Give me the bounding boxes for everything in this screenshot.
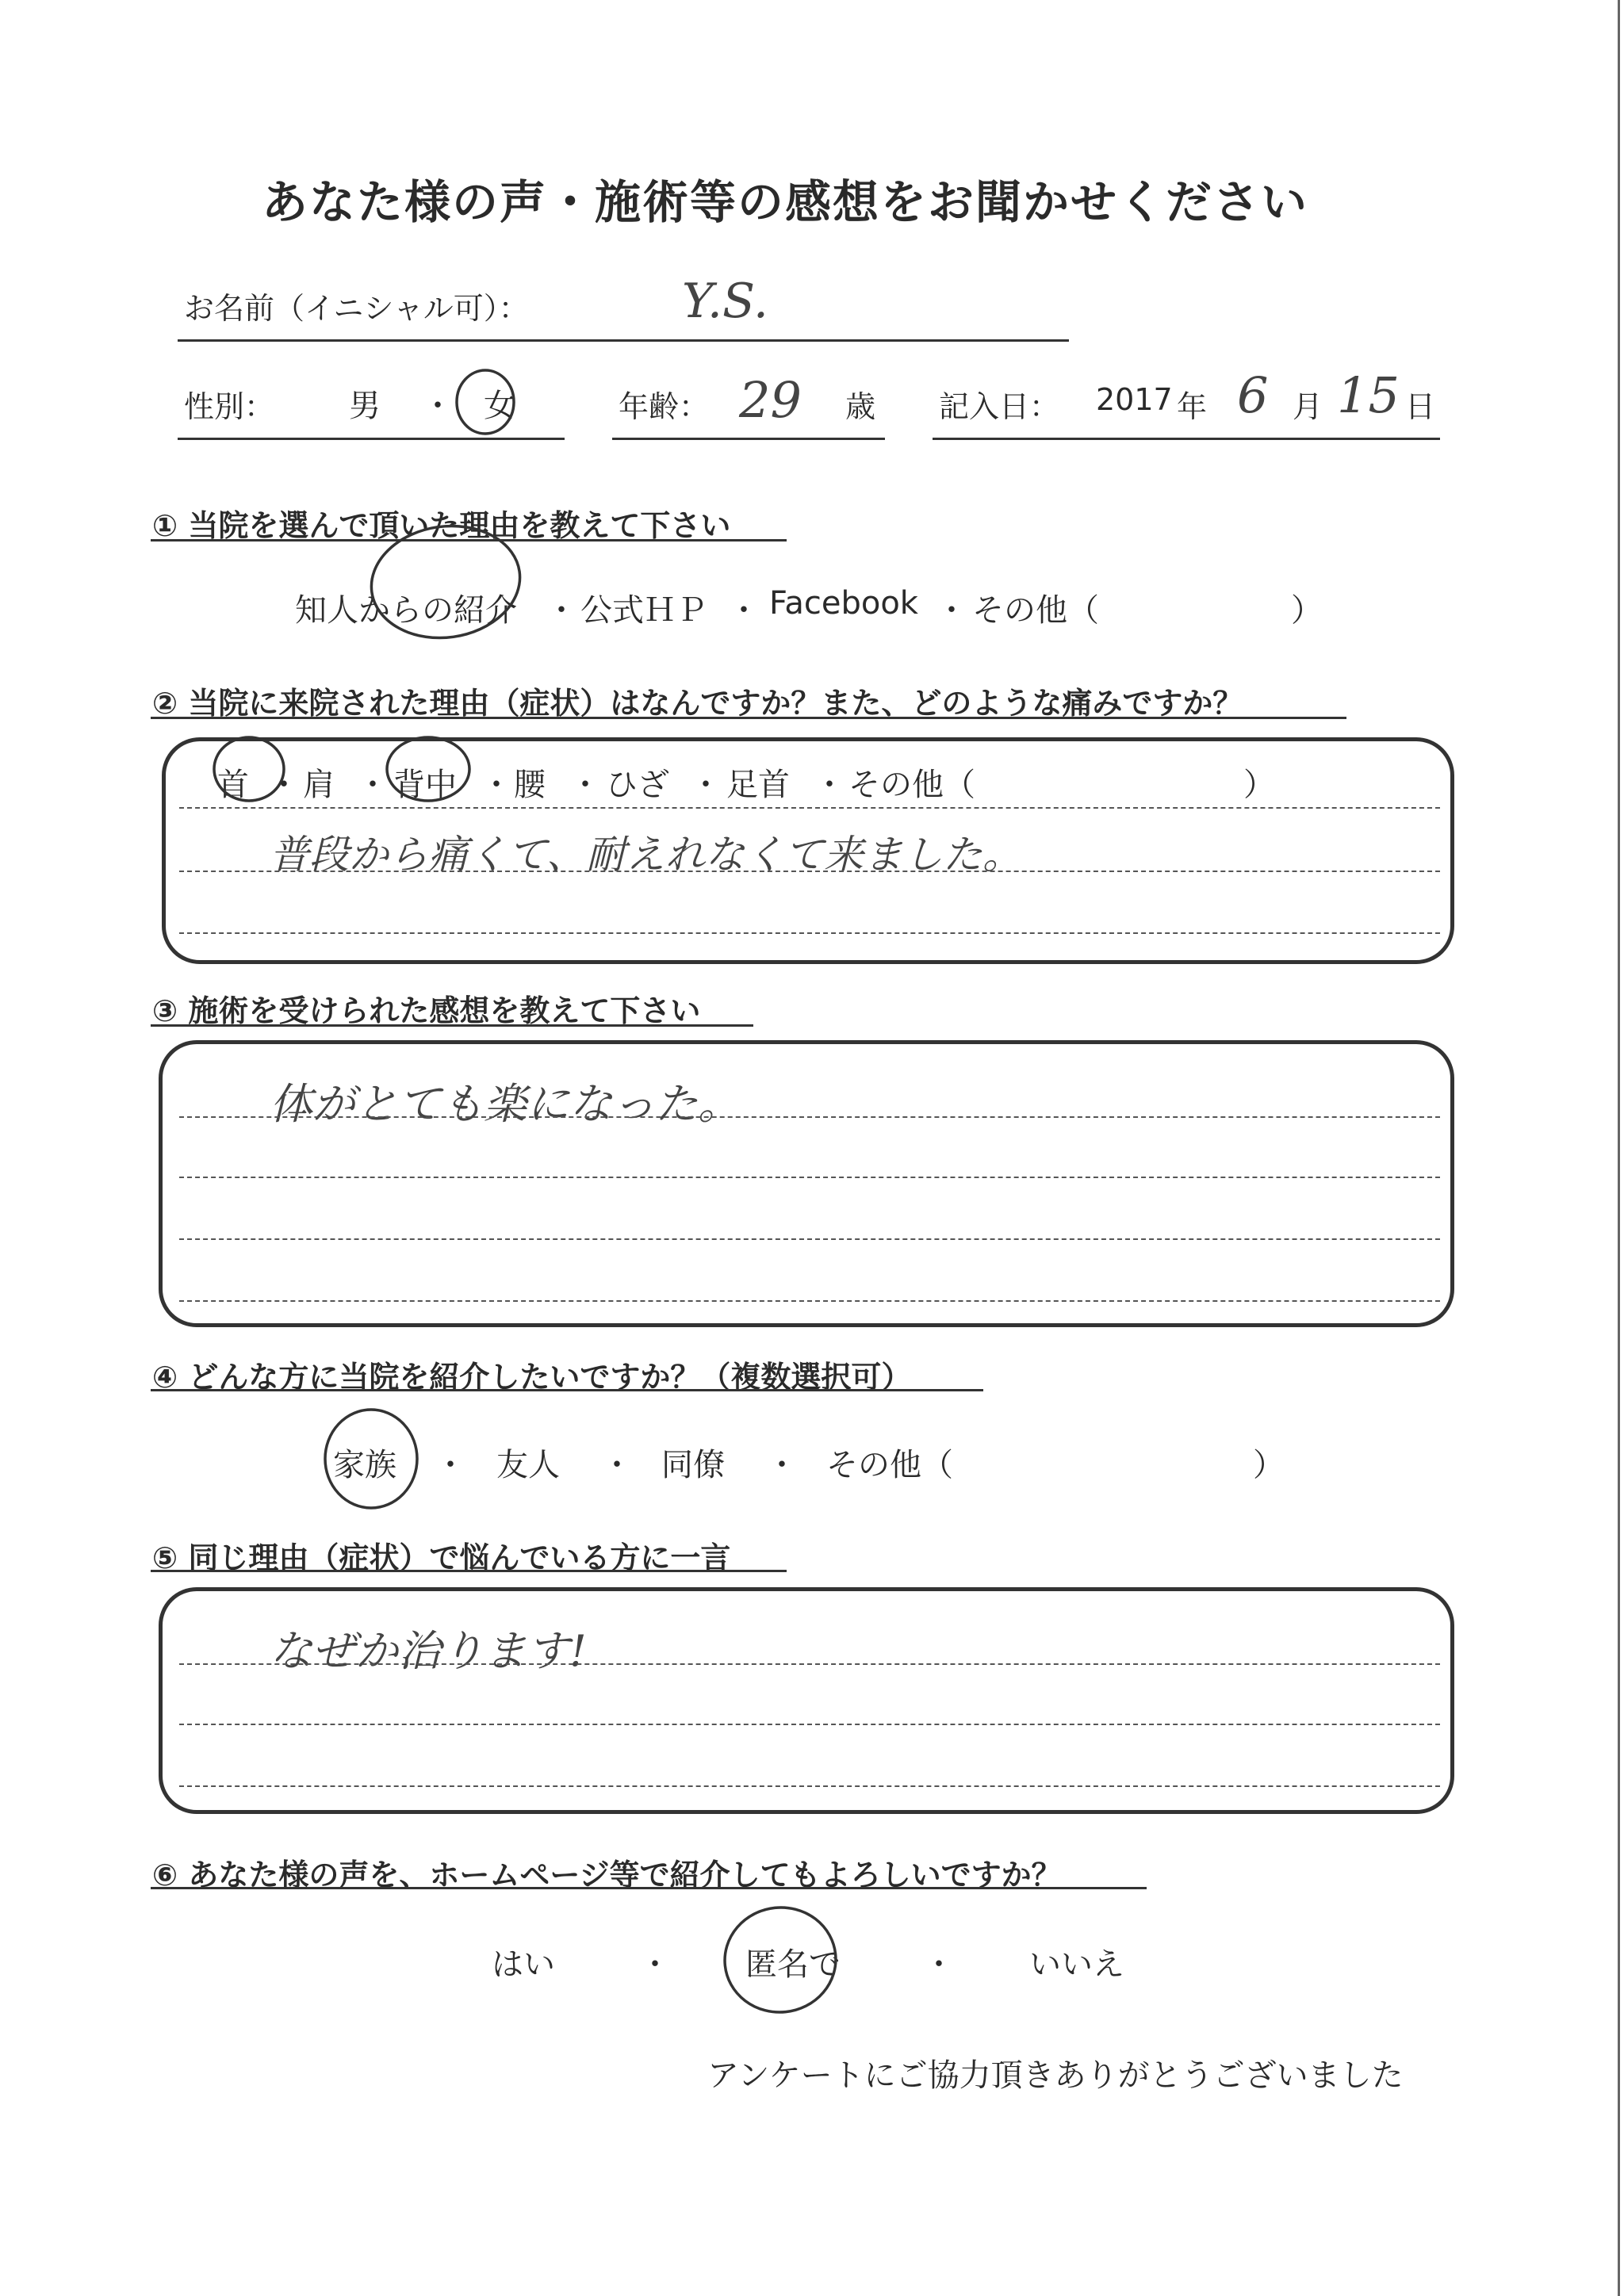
q5-heading: ⑤ 同じ理由（症状）で悩んでいる方に一言 (152, 1540, 731, 1575)
date-day-unit: 日 (1405, 389, 1436, 424)
q4-sep-1: ・ (435, 1447, 466, 1483)
q1-heading: ① 当院を選んで頂いた理由を教えて下さい (152, 508, 731, 543)
q2-line-3 (179, 932, 1440, 934)
gender-underline (178, 438, 565, 440)
gender-male[interactable]: 男 (349, 388, 381, 424)
q2-option-back[interactable]: 背中 (393, 767, 457, 803)
q6-option-yes[interactable]: はい (492, 1946, 555, 1983)
q1-option-facebook[interactable]: Facebook (769, 585, 918, 622)
q2-sep-3: ・ (481, 767, 512, 803)
name-label: お名前（イニシャル可）： (184, 291, 529, 326)
q1-other-close: ） (1291, 592, 1323, 629)
q1-sep-2: ・ (728, 592, 760, 629)
q4-selected-circle-icon (320, 1403, 423, 1514)
q2-sep-6: ・ (814, 767, 845, 803)
date-day[interactable]: 15 (1337, 366, 1400, 424)
q4-option-other[interactable]: その他（ (826, 1447, 953, 1483)
q2-option-ankle[interactable]: 足首 (726, 767, 790, 803)
q2-line-2 (179, 871, 1440, 872)
q4-option-colleague[interactable]: 同僚 (661, 1447, 725, 1483)
q6-sep-1: ・ (639, 1946, 671, 1983)
q2-option-knee[interactable]: ひざ (606, 767, 669, 803)
page-title: あなた様の声・施術等の感想をお聞かせください (262, 175, 1309, 229)
q1-option-official-hp[interactable]: 公式ＨＰ (580, 592, 707, 629)
q2-option-shoulder[interactable]: 肩 (303, 767, 335, 803)
q4-sep-2: ・ (601, 1447, 633, 1483)
q2-sep-1: ・ (268, 767, 300, 803)
q5-answer-text[interactable]: なぜか治ります! (270, 1626, 587, 1676)
q5-line-1 (179, 1663, 1440, 1665)
gender-sep: ・ (422, 388, 454, 424)
footer-thanks: アンケートにご協力頂きありがとうございました (707, 2057, 1404, 2094)
age-value[interactable]: 29 (739, 371, 802, 429)
q3-line-1 (179, 1116, 1440, 1118)
q2-line-1 (179, 807, 1440, 809)
q2-heading-underline (151, 717, 1346, 719)
q6-heading-underline (151, 1887, 1147, 1889)
q5-heading-underline (151, 1570, 787, 1572)
gender-female[interactable]: 女 (484, 388, 515, 424)
date-month[interactable]: 6 (1237, 366, 1269, 424)
q1-option-other[interactable]: その他（ (972, 592, 1099, 629)
date-underline (933, 438, 1440, 440)
date-year-unit: 年 (1177, 389, 1208, 424)
age-label: 年齢： (619, 389, 710, 424)
q2-heading: ② 当院に来院された理由（症状）はなんですか？また、どのような痛みですか？ (152, 686, 1243, 721)
name-underline (178, 339, 1069, 342)
q6-selected-circle-icon (718, 1900, 845, 2019)
q1-selected-circle-icon (366, 519, 525, 645)
q1-option-referral[interactable]: 知人からの紹介 (295, 592, 517, 629)
q3-heading: ③ 施術を受けられた感想を教えて下さい (152, 993, 701, 1028)
gender-label: 性別： (184, 389, 275, 424)
q4-other-close: ） (1253, 1447, 1285, 1483)
q3-line-4 (179, 1300, 1440, 1302)
q2-selected-back-circle-icon (382, 728, 477, 807)
q3-line-2 (179, 1177, 1440, 1178)
q6-option-anonymous[interactable]: 匿名で (745, 1946, 841, 1983)
q2-sep-4: ・ (569, 767, 601, 803)
q2-other-close: ） (1243, 767, 1275, 803)
q4-heading: ④ どんな方に当院を紹介したいですか？（複数選択可） (152, 1360, 912, 1395)
name-value[interactable]: Y.S. (682, 274, 768, 329)
date-month-unit: 月 (1293, 389, 1323, 424)
q2-answer-text[interactable]: 普段から痛くて、耐えれなくて来ました。 (270, 832, 1022, 878)
scan-edge (1618, 0, 1620, 2296)
q2-option-waist[interactable]: 腰 (514, 767, 546, 803)
date-label: 記入日： (939, 389, 1060, 424)
q5-line-3 (179, 1785, 1440, 1787)
q2-option-other[interactable]: その他（ (848, 767, 975, 803)
age-unit: 歳 (845, 389, 876, 424)
q3-line-3 (179, 1238, 1440, 1240)
q3-heading-underline (151, 1024, 753, 1027)
q4-option-friend[interactable]: 友人 (496, 1447, 560, 1483)
q1-sep-1: ・ (546, 592, 577, 629)
date-year[interactable]: 2017 (1096, 382, 1173, 417)
age-underline (612, 438, 885, 440)
q1-sep-3: ・ (936, 592, 967, 629)
q3-answer-text[interactable]: 体がとても楽になった。 (270, 1079, 741, 1129)
q2-option-neck[interactable]: 首 (217, 767, 249, 803)
q4-option-family[interactable]: 家族 (333, 1447, 396, 1483)
q6-option-no[interactable]: いいえ (1029, 1946, 1124, 1983)
q2-sep-2: ・ (357, 767, 389, 803)
q6-sep-2: ・ (923, 1946, 955, 1983)
q5-line-2 (179, 1724, 1440, 1725)
q4-heading-underline (151, 1389, 983, 1391)
gender-selected-circle-icon (454, 366, 517, 438)
q6-heading: ⑥ あなた様の声を、ホームページ等で紹介してもよろしいですか？ (152, 1858, 1062, 1892)
q4-sep-3: ・ (766, 1447, 798, 1483)
q2-sep-5: ・ (690, 767, 722, 803)
